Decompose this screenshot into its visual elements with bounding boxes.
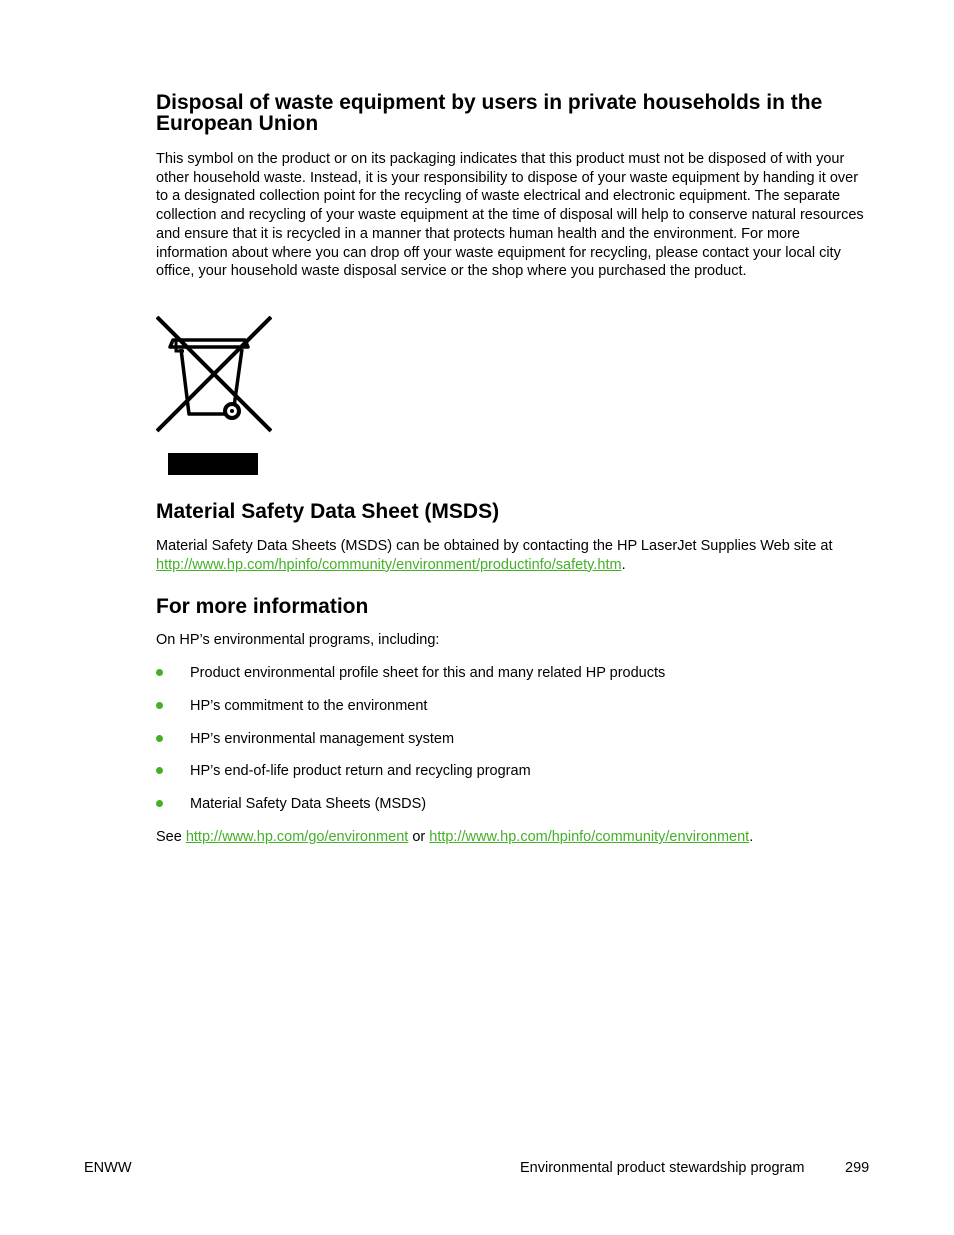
environment-link[interactable]: http://www.hp.com/go/environment (185, 829, 409, 845)
bullet-icon (156, 702, 163, 709)
see-prefix: See (156, 829, 186, 845)
disposal-paragraph: This symbol on the product or on its packaging indicates that this product must not be disposed of with your other household waste. Instead, it is your responsibility to dispose of your waste equipment by handing it over to a designated collection point for the recycling of waste electrical and electronic equipment. The separate collection and recycling of your waste equipment at the time of disposal will help to conserve natural resources and ensure that it is recycled in a manner that protects human health and the environment. For more information about where you can drop off your waste equipment for recycling, please contact your local city office, your household waste disposal service or the shop where you purchased the product. (156, 151, 864, 280)
list-item-text: HP’s environmental management system (190, 730, 455, 747)
msds-safety-link[interactable]: http://www.hp.com/hpinfo/community/environment/productinfo/safety.htm (156, 556, 622, 573)
community-environment-link[interactable]: http://www.hp.com/hpinfo/community/environment (429, 829, 750, 845)
crossed-out-wheeled-bin-icon (156, 316, 272, 476)
see-links-paragraph (156, 828, 866, 847)
list-item-text: Material Safety Data Sheets (MSDS) (190, 796, 427, 813)
list-item (156, 795, 866, 828)
programs-list (156, 664, 866, 828)
list-item-text: HP’s commitment to the environment (190, 697, 428, 714)
list-item (156, 730, 866, 763)
list-item (156, 697, 866, 730)
msds-text-end: . (621, 556, 626, 573)
more-info-heading: For more information (156, 595, 369, 618)
bullet-icon (156, 767, 163, 774)
bullet-icon (156, 669, 163, 676)
footer-left-label: ENWW (84, 1160, 132, 1176)
weee-symbol (156, 316, 272, 476)
section-title: Disposal of waste equipment by users in private households in the European Union (156, 91, 823, 135)
list-item-text: HP’s end-of-life product return and recycling program (190, 763, 531, 780)
msds-paragraph (156, 537, 866, 574)
msds-heading: Material Safety Data Sheet (MSDS) (156, 500, 500, 523)
list-item (156, 762, 866, 795)
or-text: or (408, 829, 430, 845)
footer-chapter-title: Environmental product stewardship program (520, 1160, 805, 1176)
bullet-icon (156, 735, 163, 742)
more-info-intro: On HP’s environmental programs, including: (156, 632, 440, 648)
see-suffix: . (749, 829, 754, 845)
page-number: 299 (845, 1160, 870, 1176)
msds-text: Material Safety Data Sheets (MSDS) can be obtained by contacting the HP LaserJet Supplies Web site at (156, 538, 833, 554)
bullet-icon (156, 800, 163, 807)
list-item (156, 664, 866, 697)
list-item-text: Product environmental profile sheet for this and many related HP products (190, 665, 666, 681)
